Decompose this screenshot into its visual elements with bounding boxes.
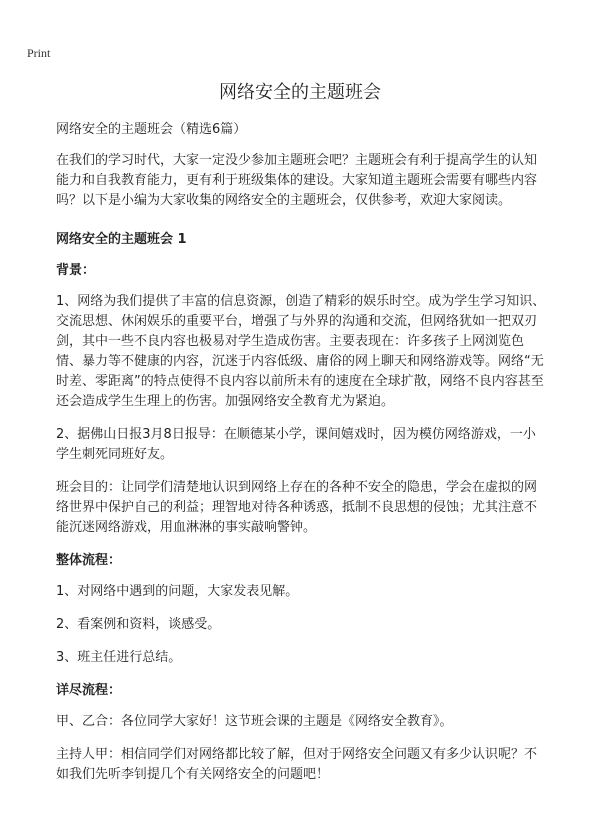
overall-step-3: 3、班主任进行总结。 [56, 650, 182, 665]
background-paragraph-2: 2、据佛山日报3月8日报导：在顺德某小学，课间嬉戏时，因为模仿网络游戏，一小学生刺死同班好友。 [56, 427, 536, 462]
print-link[interactable]: Print [27, 46, 51, 60]
background-paragraph-1: 1、网络为我们提供了丰富的信息资源，创造了精彩的娱乐时空。成为学生学习知识、交流思想、休闲娱乐的重要平台，增强了与外界的沟通和交流，但网络犹如一把双刃剑，其中一些不良内容也极易对学生造成伤害。主要表现在：许多孩子上网浏览色情、暴力等不健康的内容，沉迷于内容低级、庸俗的网上聊天和网络游戏等。网络“无时差、零距离”的特点使得不良内容以前所未有的速度在全球扩散，网络不良内容甚至还会造成学生生理上的伤害。加强网络安全教育尤为紧迫。 [56, 294, 546, 409]
overall-process-heading: 整体流程： [56, 553, 122, 568]
background-heading: 背景： [56, 263, 96, 278]
goal-paragraph: 班会目的：让同学们清楚地认识到网络上存在的各种不安全的隐患，学会在虚拟的网络世界中保护自己的利益；理智地对待各种诱惑，抵制不良思想的侵蚀；尤其注意不能沉迷网络游戏，用血淋淋的事实敲响警钟。 [56, 480, 538, 535]
overall-step-1: 1、对网络中遇到的问题，大家发表见解。 [56, 584, 299, 599]
page-title: 网络安全的主题班会 [219, 82, 381, 103]
detail-paragraph-1: 甲、乙合：各位同学大家好！这节班会课的主题是《网络安全教育》。 [56, 714, 453, 729]
detail-paragraph-2: 主持人甲：相信同学们对网络都比较了解，但对于网络安全问题又有多少认识呢？不如我们先听李钊提几个有关网络安全的问题吧！ [56, 747, 538, 782]
document-subtitle: 网络安全的主题班会（精选6篇） [56, 122, 247, 137]
section-heading: 网络安全的主题班会 1 [56, 232, 187, 247]
overall-step-2: 2、看案例和资料，谈感受。 [56, 617, 221, 632]
detail-process-heading: 详尽流程： [56, 683, 122, 698]
document-body [56, 120, 548, 798]
intro-paragraph: 在我们的学习时代，大家一定没少参加主题班会吧？主题班会有利于提高学生的认知能力和自我教育能力，更有利于班级集体的建设。大家知道主题班会需要有哪些内容吗？以下是小编为大家收集的网络安全的主题班会，仅供参考，欢迎大家阅读。 [56, 153, 538, 208]
